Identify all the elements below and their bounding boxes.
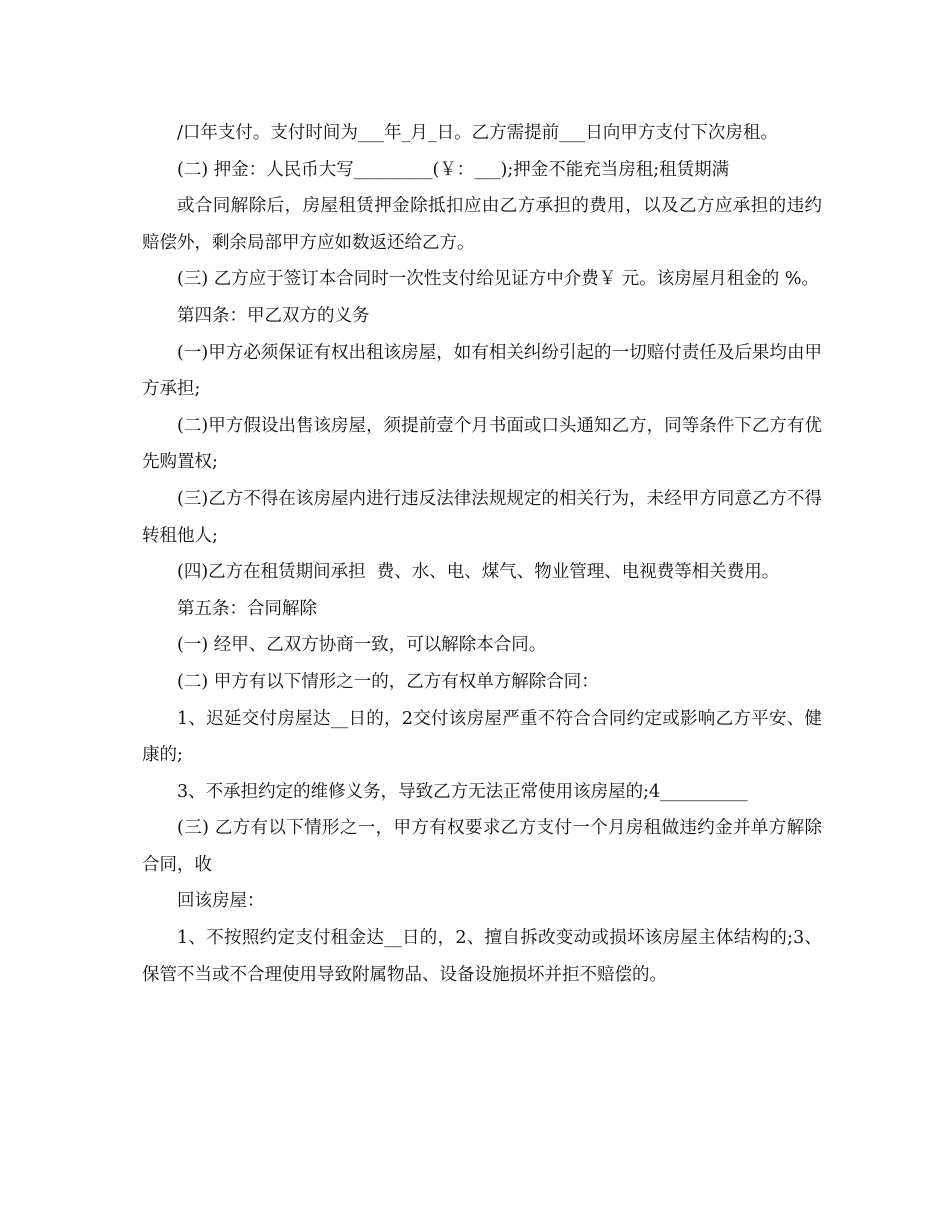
paragraph-obligation-4: (四)乙方在租赁期间承担 费、水、电、煤气、物业管理、电视费等相关费用。 bbox=[177, 562, 780, 583]
paragraph-termination-3: (三) 乙方有以下情形之一，甲方有权要求乙方支付一个月房租做违约金并单方解除合同，收 bbox=[142, 818, 822, 875]
paragraph-termination-1: (一) 经甲、乙双方协商一致，可以解除本合同。 bbox=[177, 635, 547, 656]
paragraph-termination-3-cont: 回该房屋： bbox=[177, 891, 265, 912]
paragraph-termination-2-items-b: 3、不承担约定的维修义务，导致乙方无法正常使用该房屋的;4__________ bbox=[177, 781, 748, 802]
paragraph-obligation-1: (一)甲方必须保证有权出租该房屋，如有相关纠纷引起的一切赔付责任及后果均由甲方承担; bbox=[142, 342, 822, 400]
document-body bbox=[142, 115, 822, 993]
paragraph-termination-2-items-a: 1、迟延交付房屋达__日的，2交付该房屋严重不符合合同约定或影响乙方平安、健康的; bbox=[142, 708, 822, 766]
paragraph-deposit: (二) 押金：人民币大写_________(￥：___);押金不能充当房租;租赁期满 bbox=[177, 159, 730, 180]
paragraph-deposit-return: 或合同解除后，房屋租赁押金除抵扣应由乙方承担的费用，以及乙方应承担的违约赔偿外，剩余局部甲方应如数返还给乙方。 bbox=[142, 196, 822, 253]
heading-article-4: 第四条：甲乙双方的义务 bbox=[177, 305, 370, 326]
paragraph-obligation-3: (三)乙方不得在该房屋内进行违反法律法规规定的相关行为，未经甲方同意乙方不得转租他人; bbox=[142, 488, 822, 546]
heading-article-5: 第五条：合同解除 bbox=[177, 598, 317, 619]
paragraph-obligation-2: (二)甲方假设出售该房屋，须提前壹个月书面或口头通知乙方，同等条件下乙方有优先购置权; bbox=[142, 415, 822, 473]
paragraph-rent-payment-time: /口年支付。支付时间为___年_月_日。乙方需提前___日向甲方支付下次房租。 bbox=[177, 123, 778, 143]
paragraph-termination-2: (二) 甲方有以下情形之一的，乙方有权单方解除合同： bbox=[177, 671, 599, 692]
paragraph-termination-3-items: 1、不按照约定支付租金达__日的，2、擅自拆改变动或损坏该房屋主体结构的;3、保管不当或不合理使用导致附属物品、设备设施损坏并拒不赔偿的。 bbox=[142, 928, 822, 985]
paragraph-agency-fee: (三) 乙方应于签订本合同时一次性支付给见证方中介费￥ 元。该房屋月租金的 %。 bbox=[177, 269, 819, 290]
